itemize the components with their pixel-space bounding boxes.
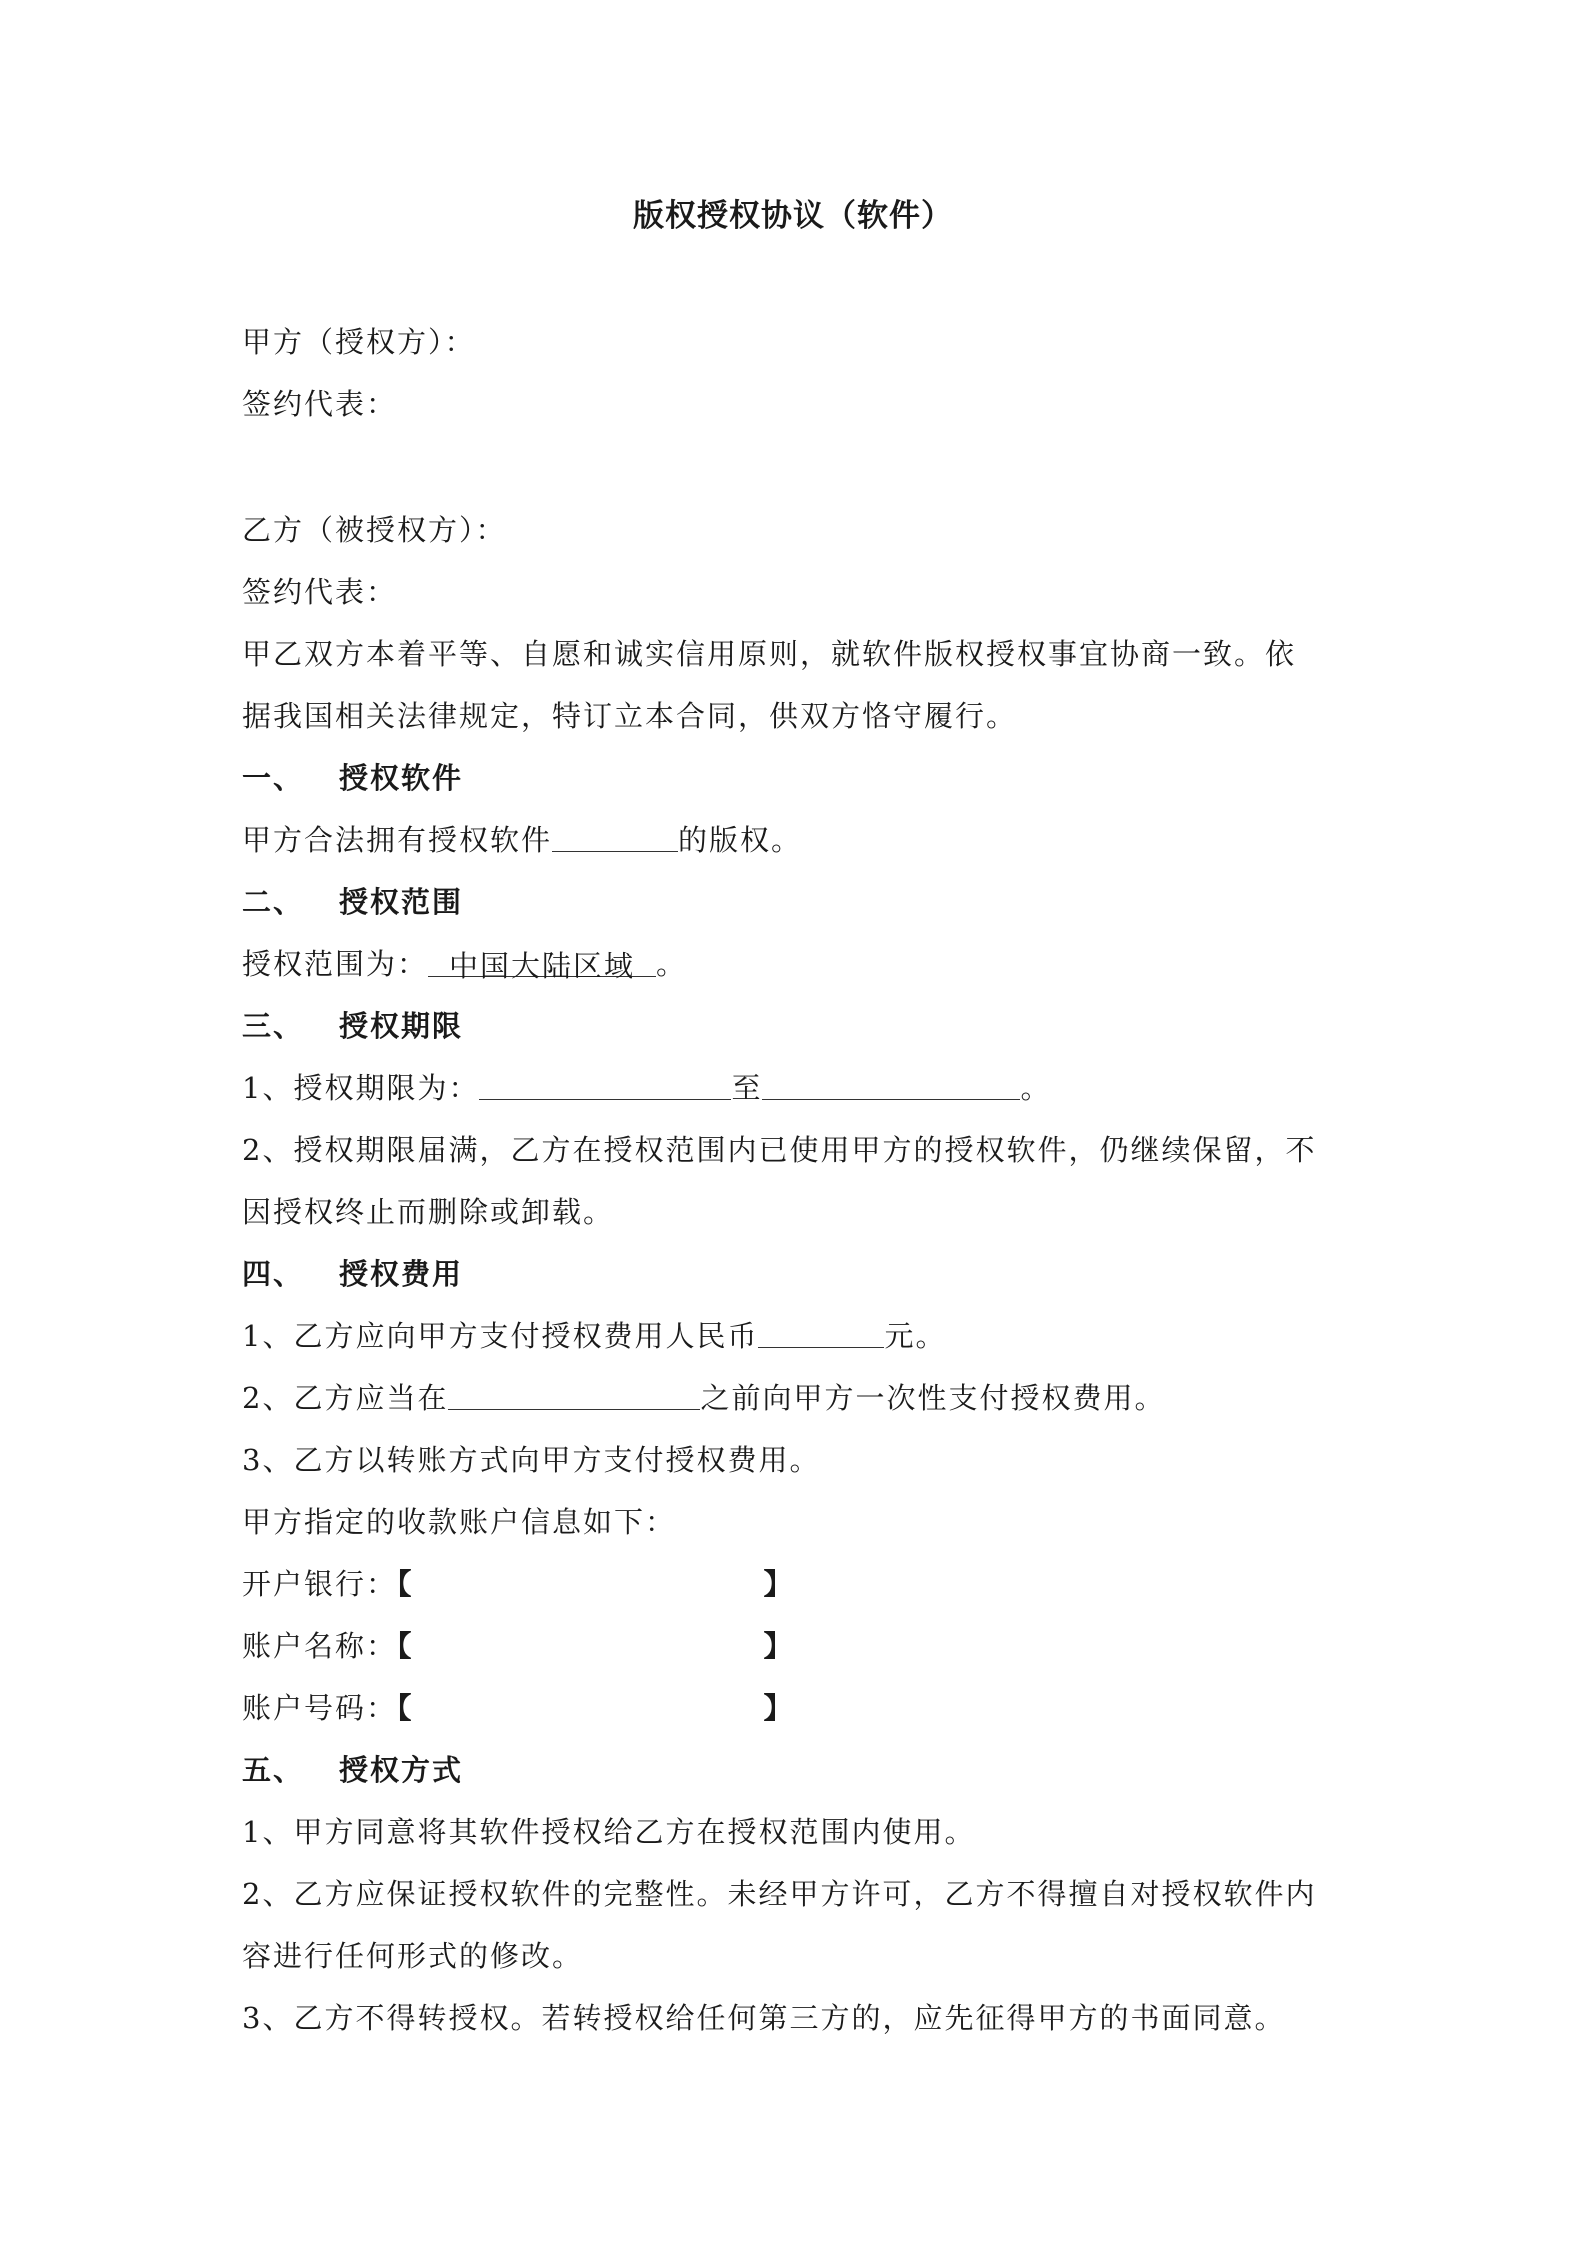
section-3-title: 授权期限	[339, 1009, 464, 1043]
term-suffix: 。	[1020, 1071, 1052, 1105]
term-start-blank	[479, 1069, 731, 1100]
account-name-bracket-close: 】	[763, 1629, 795, 1663]
section-3-heading	[242, 1006, 463, 1046]
payment-date-prefix: 2、乙方应当在	[242, 1381, 449, 1415]
bank-bracket-open: 【	[397, 1567, 414, 1601]
term-end-blank	[762, 1069, 1020, 1100]
section-4-heading	[242, 1254, 463, 1294]
section-5-title: 授权方式	[339, 1753, 464, 1787]
account-name-bracket-open: 【	[397, 1629, 414, 1663]
section-4-title: 授权费用	[339, 1257, 464, 1291]
account-number-bracket-open: 【	[397, 1691, 414, 1725]
section-1-heading	[242, 758, 463, 798]
section-5-paragraph-1: 1、甲方同意将其软件授权给乙方在授权范围内使用。	[242, 1815, 976, 1849]
intro-paragraph-line-1: 甲乙双方本着平等、自愿和诚实信用原则，就软件版权授权事宜协商一致。依	[242, 637, 1297, 671]
party-a-label: 甲方（授权方）：	[242, 325, 476, 359]
fee-amount-blank	[758, 1317, 884, 1348]
intro-paragraph-line-2: 据我国相关法律规定，特订立本合同，供双方恪守履行。	[242, 699, 1018, 733]
section-2-number: 二、	[242, 885, 305, 919]
scope-value: 中国大陆区域	[428, 946, 656, 977]
section-2-title: 授权范围	[339, 885, 464, 919]
account-number-row	[242, 1688, 795, 1728]
section-5-paragraph-2-line-2: 容进行任何形式的修改。	[242, 1939, 584, 1973]
section-1-number: 一、	[242, 761, 305, 795]
section-3-paragraph-2-line-2: 因授权终止而删除或卸载。	[242, 1195, 615, 1229]
fee-prefix: 1、乙方应向甲方支付授权费用人民币	[242, 1319, 759, 1353]
section-5-heading	[242, 1750, 463, 1790]
section-5-paragraph-2-line-1: 2、乙方应保证授权软件的完整性。未经甲方许可，乙方不得擅自对授权软件内	[242, 1877, 1317, 1911]
payment-date-blank	[448, 1379, 700, 1410]
section-1-paragraph	[242, 820, 802, 860]
section-4-paragraph-2	[242, 1378, 1165, 1418]
section-3-paragraph-2-line-1: 2、授权期限届满，乙方在授权范围内已使用甲方的授权软件，仍继续保留，不	[242, 1133, 1317, 1167]
section-4-number: 四、	[242, 1257, 305, 1291]
section-5-number: 五、	[242, 1753, 305, 1787]
section-3-paragraph-1	[242, 1068, 1051, 1108]
section-1-title: 授权软件	[339, 761, 464, 795]
section-3-number: 三、	[242, 1009, 305, 1043]
section-5-paragraph-3: 3、乙方不得转授权。若转授权给任何第三方的，应先征得甲方的书面同意。	[242, 2001, 1286, 2035]
account-number-label: 账户号码：	[242, 1691, 398, 1725]
account-name-row	[242, 1626, 795, 1666]
term-prefix: 1、授权期限为：	[242, 1071, 480, 1105]
term-to: 至	[731, 1071, 763, 1105]
party-b-representative-label: 签约代表：	[242, 575, 398, 609]
bank-bracket-close: 】	[763, 1567, 795, 1601]
scope-prefix: 授权范围为：	[242, 947, 429, 981]
document-title: 版权授权协议（软件）	[633, 198, 953, 234]
scope-suffix: 。	[656, 947, 688, 981]
payment-date-suffix: 之前向甲方一次性支付授权费用。	[700, 1381, 1166, 1415]
bank-row	[242, 1564, 795, 1604]
bank-label: 开户银行：	[242, 1567, 398, 1601]
section-2-paragraph	[242, 944, 687, 984]
party-a-representative-label: 签约代表：	[242, 387, 398, 421]
software-name-suffix: 的版权。	[678, 823, 803, 857]
software-name-blank	[552, 821, 678, 852]
section-2-heading	[242, 882, 463, 922]
section-4-paragraph-1	[242, 1316, 946, 1356]
party-b-label: 乙方（被授权方）：	[242, 513, 507, 547]
software-name-prefix: 甲方合法拥有授权软件	[242, 823, 553, 857]
section-4-paragraph-4: 甲方指定的收款账户信息如下：	[242, 1505, 677, 1539]
section-4-paragraph-3: 3、乙方以转账方式向甲方支付授权费用。	[242, 1443, 821, 1477]
fee-suffix: 元。	[884, 1319, 947, 1353]
account-name-label: 账户名称：	[242, 1629, 398, 1663]
account-number-bracket-close: 】	[763, 1691, 795, 1725]
